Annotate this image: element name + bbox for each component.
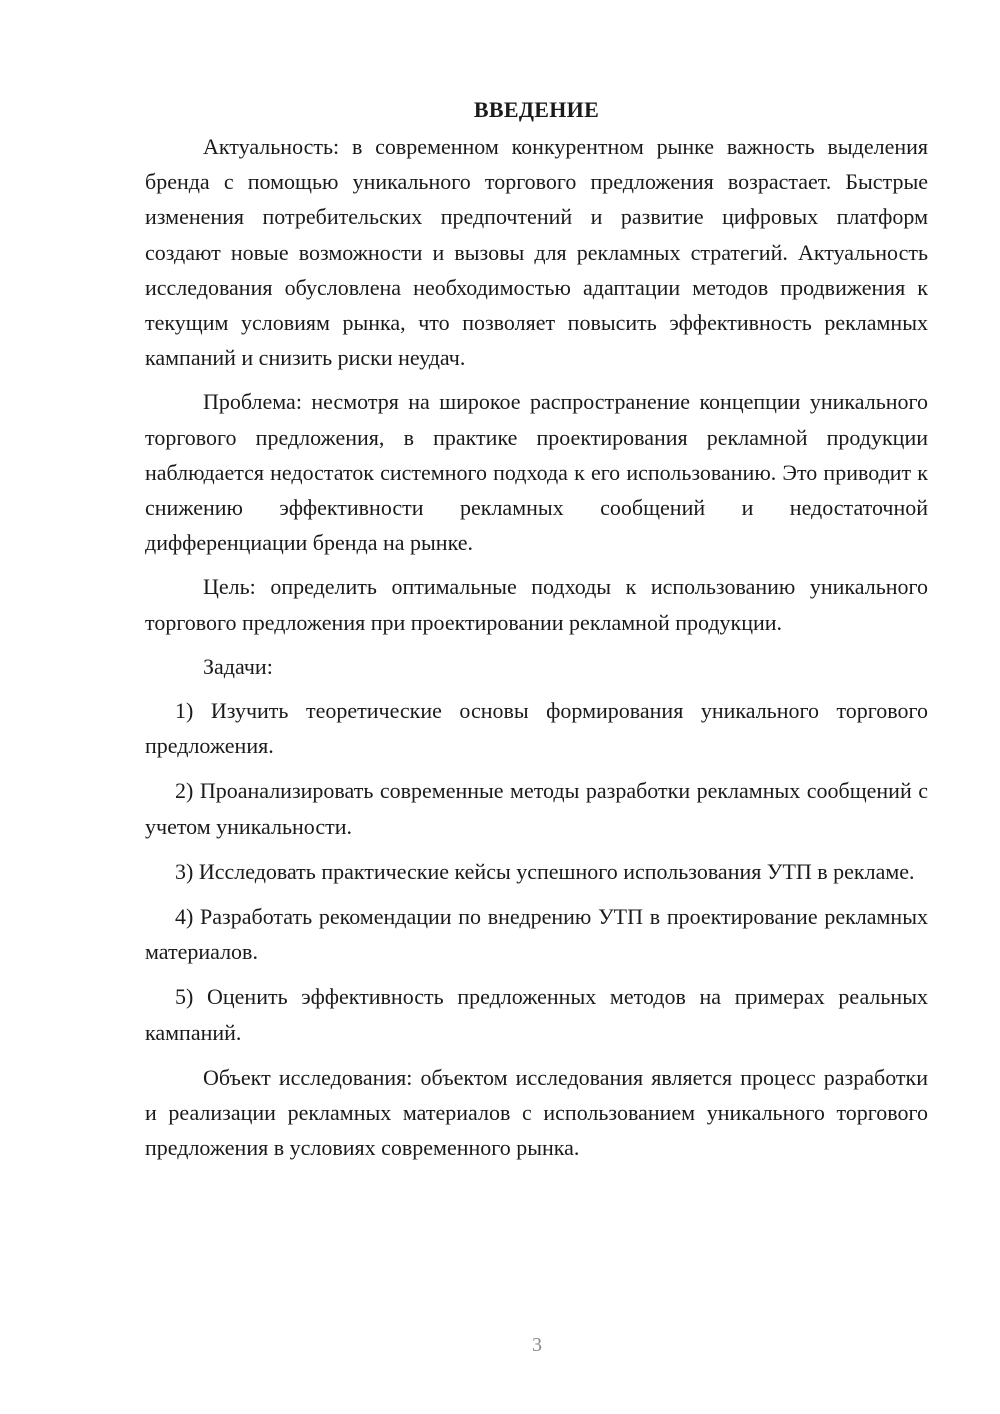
task-item: 4) Разработать рекомендации по внедрению УТП в проектирование рекламных материалов. bbox=[145, 904, 928, 965]
tasks-label: Задачи: bbox=[203, 653, 273, 679]
document-page bbox=[145, 95, 928, 1174]
task-item: 3) Исследовать практические кейсы успешного использования УТП в рекламе. bbox=[175, 858, 915, 884]
page-number: 3 bbox=[532, 1334, 542, 1356]
task-item: 1) Изучить теоретические основы формирования уникального торгового предложения. bbox=[145, 698, 928, 759]
problem-paragraph: Проблема: несмотря на широкое распространение концепции уникального торгового предложения, в практике проектирования рекламной продукции наблюдается недостаток системного подхода к его использованию. Это приводит к снижению эффективности рекламных сообщений и недостаточной дифференциации бренда на рынке. bbox=[145, 389, 928, 556]
task-item: 5) Оценить эффективность предложенных методов на примерах реальных кампаний. bbox=[145, 984, 928, 1045]
task-item: 2) Проанализировать современные методы разработки рекламных сообщений с учетом уникальности. bbox=[145, 778, 928, 839]
section-title: ВВЕДЕНИЕ bbox=[473, 97, 600, 122]
tasks-list bbox=[145, 693, 928, 1050]
relevance-paragraph: Актуальность: в современном конкурентном рынке важность выделения бренда с помощью уникального торгового предложения возрастает. Быстрые изменения потребительских предпочтений и развитие цифровых платформ создают новые возможности и вызовы для рекламных стратегий. Актуальность исследования обусловлена необходимостью адаптации методов продвижения к текущим условиям рынка, что позволяет повысить эффективность рекламных кампаний и снизить риски неудач. bbox=[145, 134, 928, 371]
object-paragraph: Объект исследования: объектом исследования является процесс разработки и реализации рекламных материалов с использованием уникального торгового предложения в условиях современного рынка. bbox=[145, 1064, 928, 1161]
goal-paragraph: Цель: определить оптимальные подходы к использованию уникального торгового предложения при проектировании рекламной продукции. bbox=[145, 574, 928, 635]
